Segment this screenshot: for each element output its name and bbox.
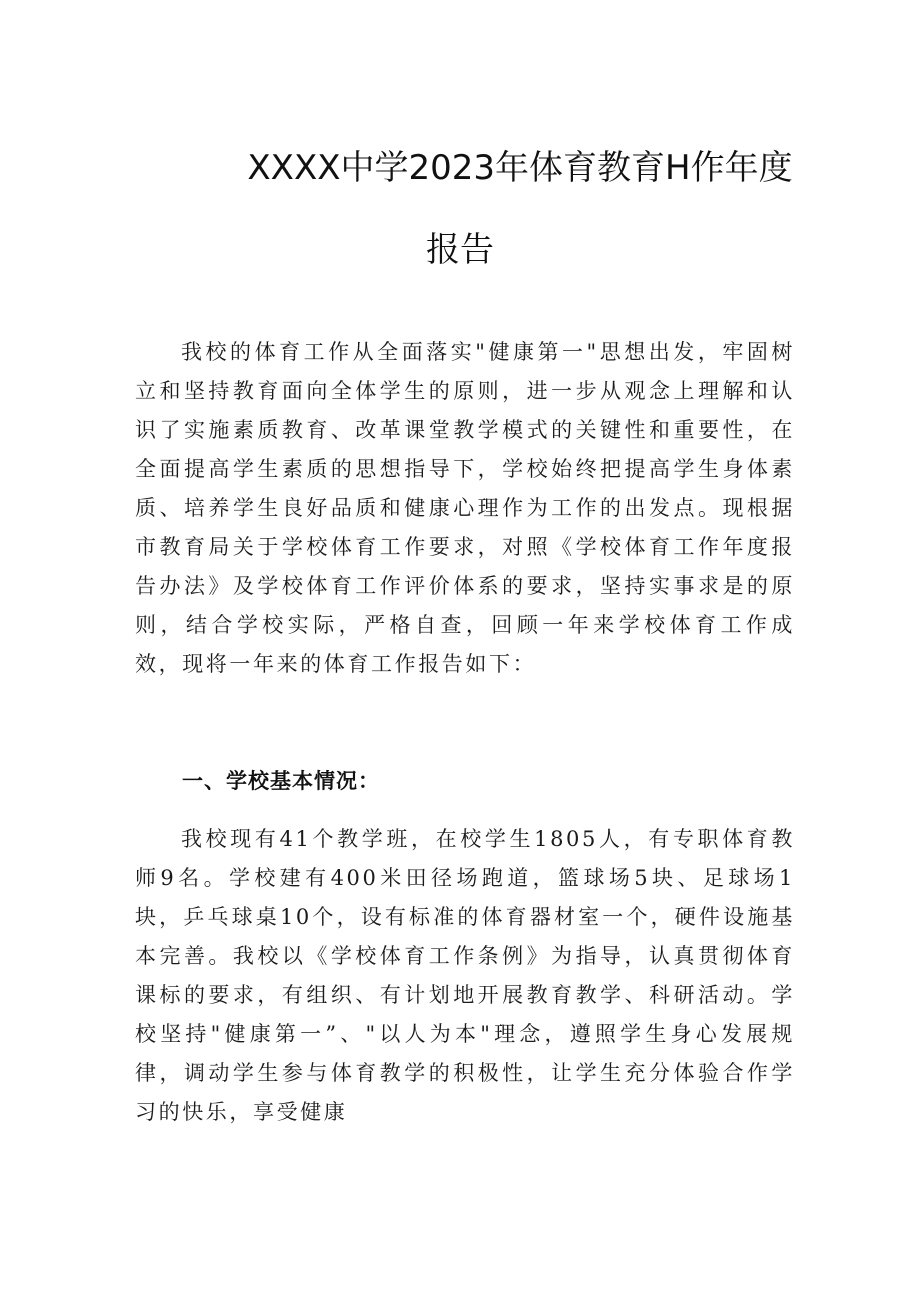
document-title-line-2: 报告 (426, 230, 494, 270)
intro-paragraph: 我校的体育工作从全面落实"健康第一"思想出发，牢固树立和坚持教育面向全体学生的原则，进一步从观念上理解和认识了实施素质教育、改革课堂教学模式的关键性和重要性，在全面提高学生素质的思想指导下，学校始终把提高学生身体素质、培养学生良好品质和健康心理作为工作的出发点。现根据市教育局关于学校体育工作要求，对照《学校体育工作年度报告办法》及学校体育工作评价体系的要求，坚持实事求是的原则，结合学校实际，严格自查，回顾一年来学校体育工作成效，现将一年来的体育工作报告如下： (135, 340, 795, 676)
basic-info-paragraph: 我校现有41个教学班，在校学生1805人，有专职体育教师9名。学校建有400米田径场跑道，篮球场5块、足球场1块，乒乓球桌10个，设有标准的体育器材室一个，硬件设施基本完善。我校以《学校体育工作条例》为指导，认真贯彻体育课标的要求，有组织、有计划地开展教育教学、科研活动。学校坚持"健康第一”、"以人为本"理念，遵照学生身心发展规律，调动学生参与体育教学的积极性，让学生充分体验合作学习的快乐，享受健康 (135, 827, 795, 1124)
section-heading-basic-info: 一、学校基本情况： (182, 769, 380, 793)
document-title-line-1: XXXX中学2023年体育教育H作年度 (247, 148, 793, 188)
